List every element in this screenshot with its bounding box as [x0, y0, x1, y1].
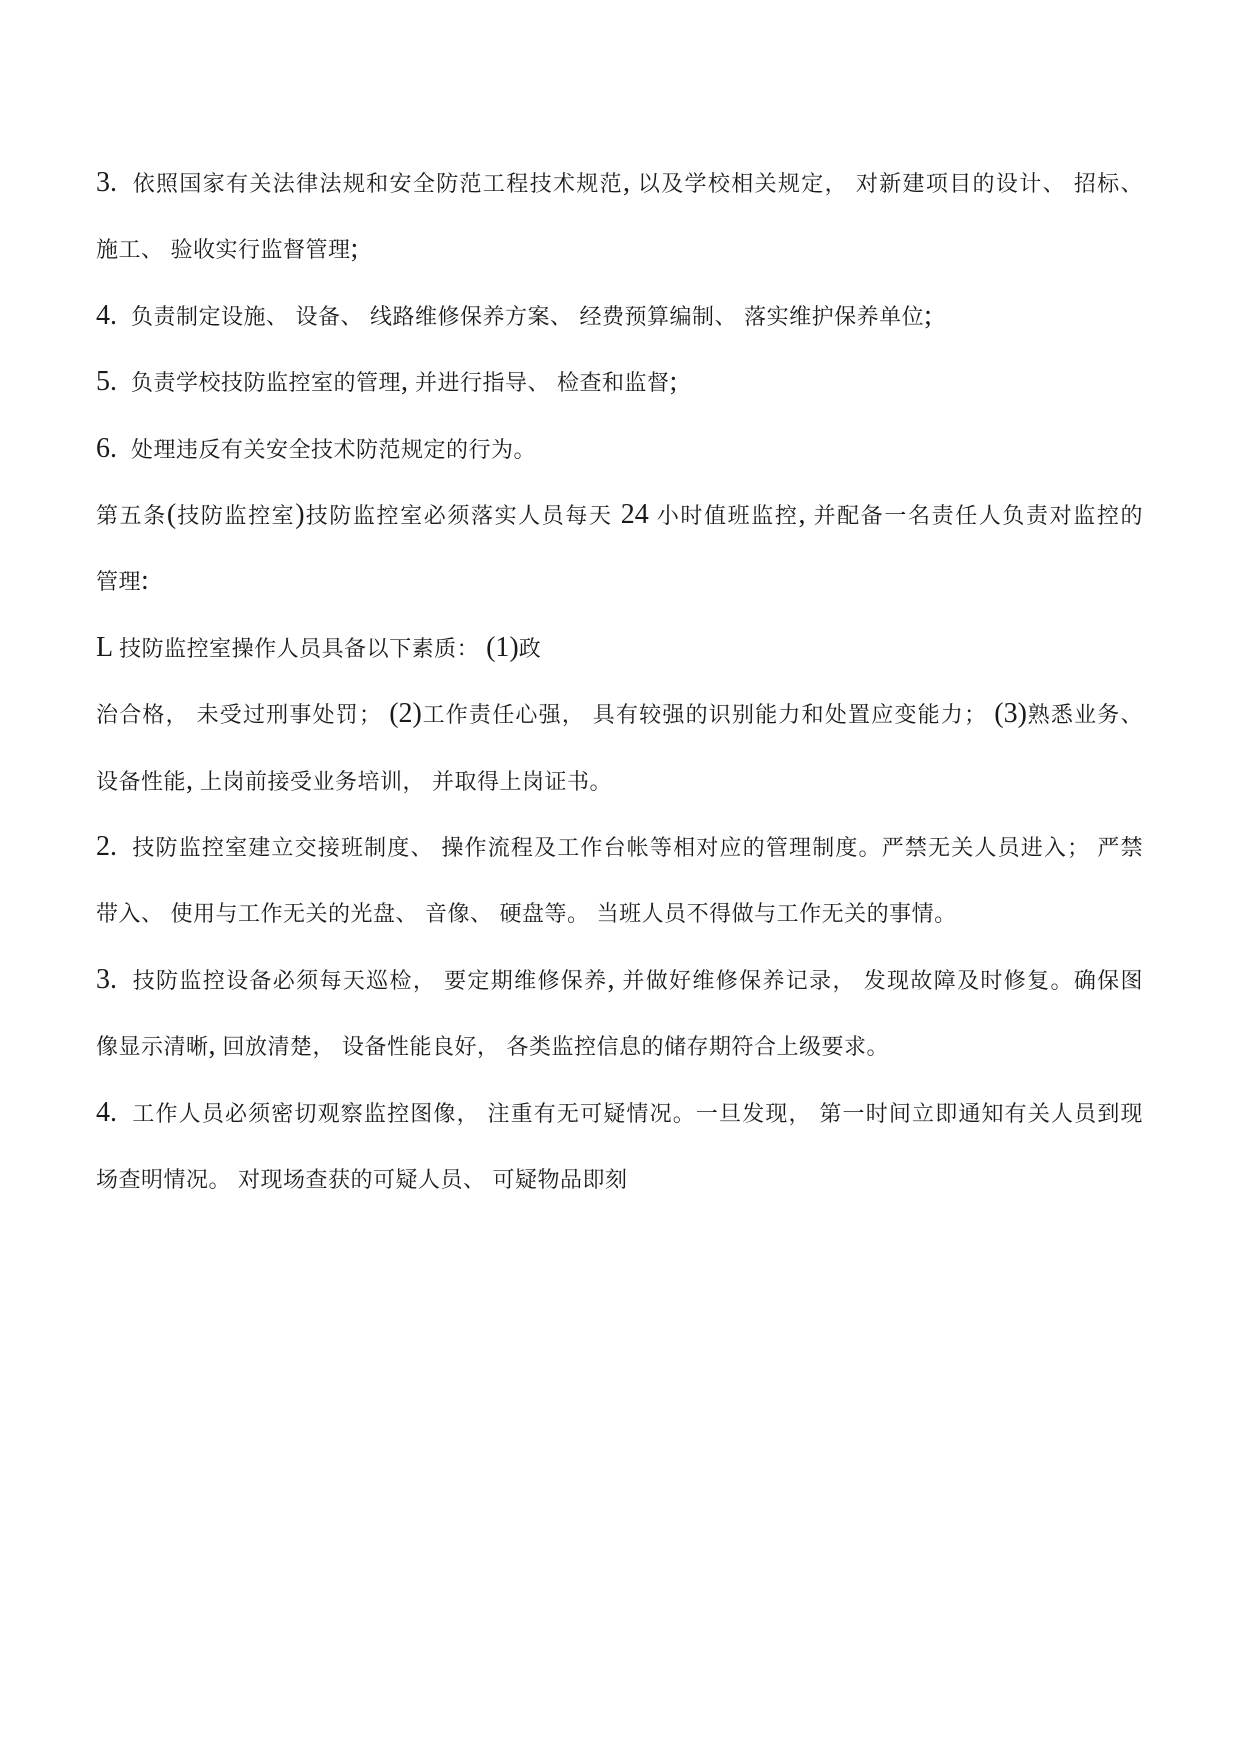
latin-text-run	[1066, 167, 1074, 198]
text-line	[96, 615, 1143, 681]
latin-text-run: ,	[798, 499, 814, 531]
cjk-text-run: 并配备一名责任人负责对监控的	[813, 503, 1143, 529]
cjk-text-run: 具有较强的识别能力和处置应变能力；	[592, 702, 987, 728]
latin-text-run: ,	[607, 963, 623, 995]
latin-text-run: :	[141, 565, 149, 597]
latin-text-run: 6.	[96, 432, 131, 464]
document-body	[96, 150, 1143, 1213]
latin-text-run	[500, 1030, 507, 1061]
latin-text-run: 24	[612, 499, 657, 531]
latin-text-run	[189, 698, 197, 729]
latin-text-run	[848, 167, 856, 198]
text-line	[96, 416, 1143, 482]
cjk-text-run: 带入、	[96, 901, 164, 927]
cjk-text-run: 第一时间立即通知有关人员到现	[819, 1100, 1143, 1126]
cjk-text-run: 政	[518, 635, 542, 661]
cjk-text-run: 并取得上岗证书。	[432, 768, 613, 794]
cjk-text-run: 并做好维修保养记录，	[622, 967, 856, 993]
cjk-text-run: 技防监控室必须落实人员每天	[304, 503, 613, 529]
latin-text-run	[856, 964, 864, 995]
text-line	[96, 814, 1143, 880]
latin-text-run	[585, 698, 593, 729]
cjk-text-run: 上岗前接受业务培训，	[200, 768, 426, 794]
cjk-text-run: 发现故障及时修复。确保图	[863, 967, 1144, 993]
cjk-text-run: 要定期维修保养	[444, 967, 608, 993]
cjk-text-run: 回放清楚，	[222, 1034, 336, 1060]
text-line	[96, 482, 1143, 548]
cjk-text-run: 熟悉业务、	[1026, 702, 1143, 728]
cjk-text-run: 可疑物品即刻	[492, 1167, 628, 1193]
cjk-text-run: 对新建项目的设计、	[855, 171, 1066, 196]
text-line	[96, 150, 1143, 216]
latin-text-run	[486, 1163, 493, 1194]
cjk-text-run: 小时值班监控	[656, 503, 799, 529]
cjk-text-run: 工作责任心强，	[421, 702, 586, 728]
latin-text-run: (3)	[986, 698, 1027, 730]
cjk-text-run: 设备性能	[96, 768, 187, 794]
cjk-text-run: 治合格，	[96, 702, 189, 728]
cjk-text-run: 像显示清晰	[96, 1034, 209, 1060]
latin-text-run: ;	[924, 299, 932, 331]
cjk-text-run: 技防监控室操作人员具备以下素质：	[119, 635, 480, 661]
cjk-text-run: 检查和监督	[557, 370, 670, 396]
cjk-text-run: 处理违反有关安全技术防范规定的行为。	[131, 436, 537, 462]
cjk-text-run: 场查明情况。	[96, 1167, 232, 1193]
latin-text-run: (1)	[479, 631, 519, 663]
text-line	[96, 880, 1143, 946]
cjk-text-run: 以及学校相关规定，	[637, 171, 848, 196]
latin-text-run: 5.	[96, 366, 131, 398]
latin-text-run	[493, 897, 500, 928]
cjk-text-run: 负责学校技防监控室的管理	[131, 370, 402, 396]
cjk-text-run: 操作流程及工作台帐等相对应的管理制度。严禁无关人员进入；	[441, 835, 1090, 861]
cjk-text-run: 设备、	[295, 303, 364, 329]
latin-text-run: ;	[350, 233, 359, 265]
latin-text-run	[550, 366, 557, 397]
cjk-text-run: 工作人员必须密切观察监控图像，	[132, 1100, 480, 1126]
text-line	[96, 748, 1143, 814]
cjk-text-run: 落实维护保养单位	[744, 303, 925, 329]
latin-text-run: (2)	[381, 698, 422, 730]
cjk-text-run: 负责制定设施、	[131, 303, 289, 329]
text-line	[96, 548, 1143, 614]
latin-text-run: 3.	[96, 167, 133, 198]
cjk-text-run: 依照国家有关法律法规和安全防范工程技术规范	[132, 171, 623, 196]
cjk-text-run: 并进行指导、	[415, 370, 551, 396]
cjk-text-run: 设备性能良好，	[342, 1034, 500, 1060]
cjk-text-run: 使用与工作无关的光盘、	[170, 901, 419, 927]
cjk-text-run: 技防监控室	[176, 503, 296, 529]
latin-text-run: ,	[622, 167, 638, 198]
text-line	[96, 216, 1143, 282]
latin-text-run	[737, 300, 744, 331]
latin-text-run	[164, 233, 171, 264]
latin-text-run	[363, 300, 370, 331]
cjk-text-run: 管理	[96, 569, 142, 595]
latin-text-run	[590, 897, 597, 928]
latin-text-run	[425, 765, 432, 796]
latin-text-run	[164, 897, 171, 928]
cjk-text-run: 技防监控室建立交接班制度、	[132, 835, 434, 861]
cjk-text-run: 验收实行监督管理	[170, 237, 351, 263]
latin-text-run: )	[295, 499, 305, 531]
cjk-text-run: 经费预算编制、	[579, 303, 738, 329]
text-line	[96, 947, 1143, 1013]
cjk-text-run: 注重有无可疑情况。一旦发现，	[487, 1100, 812, 1126]
latin-text-run: 4.	[96, 299, 131, 331]
latin-text-run	[231, 1163, 238, 1194]
text-line	[96, 1146, 1143, 1212]
text-line	[96, 1080, 1143, 1146]
text-line	[96, 681, 1143, 747]
text-line	[96, 349, 1143, 415]
cjk-text-run: 音像、	[425, 901, 493, 927]
latin-text-run	[289, 300, 296, 331]
cjk-text-run: 当班人员不得做与工作无关的事情。	[596, 901, 957, 927]
cjk-text-run: 硬盘等。	[499, 901, 590, 927]
latin-text-run: L	[96, 631, 120, 663]
cjk-text-run: 对现场查获的可疑人员、	[238, 1167, 486, 1193]
latin-text-run: 4.	[96, 1096, 133, 1128]
cjk-text-run: 未受过刑事处罚；	[196, 702, 382, 728]
latin-text-run: 3.	[96, 963, 133, 995]
latin-text-run: ;	[669, 366, 678, 398]
latin-text-run	[436, 964, 444, 995]
latin-text-run	[573, 300, 580, 331]
cjk-text-run: 各类监控信息的储存期符合上级要求。	[506, 1034, 890, 1060]
latin-text-run: (	[166, 499, 177, 531]
latin-text-run: ,	[208, 1030, 223, 1062]
latin-text-run: ,	[186, 764, 201, 796]
latin-text-run: ,	[401, 366, 416, 398]
latin-text-run: 2.	[96, 831, 133, 863]
cjk-text-run: 技防监控设备必须每天巡检，	[132, 967, 437, 993]
latin-text-run	[418, 897, 425, 928]
text-line	[96, 1013, 1143, 1079]
cjk-text-run: 招标、	[1073, 171, 1144, 196]
cjk-text-run: 线路维修保养方案、	[370, 303, 573, 329]
latin-text-run	[335, 1030, 342, 1061]
cjk-text-run: 施工、	[96, 237, 164, 263]
text-line	[96, 283, 1143, 349]
cjk-text-run: 第五条	[96, 503, 167, 529]
cjk-text-run: 严禁	[1097, 835, 1144, 861]
